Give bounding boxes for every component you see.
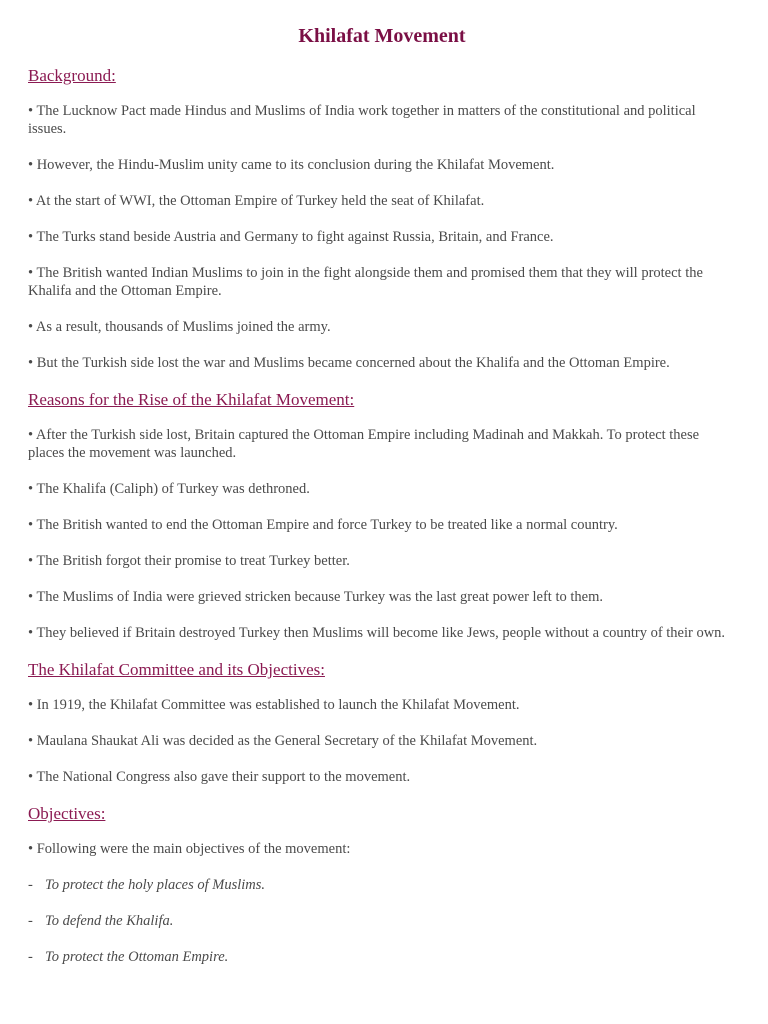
- section-committee: [28, 660, 736, 786]
- paragraph: • Maulana Shaukat Ali was decided as the General Secretary of the Khilafat Movement.: [28, 733, 538, 749]
- paragraph: • At the start of WWI, the Ottoman Empire of Turkey held the seat of Khilafat.: [28, 193, 485, 209]
- paragraph: • However, the Hindu-Muslim unity came to its conclusion during the Khilafat Movement.: [28, 157, 555, 173]
- paragraph: • The Khalifa (Caliph) of Turkey was dethroned.: [28, 481, 310, 497]
- section-heading-objectives: Objectives:: [28, 804, 106, 823]
- section-background: [28, 66, 736, 372]
- paragraph: • In 1919, the Khilafat Committee was established to launch the Khilafat Movement.: [28, 697, 520, 713]
- objective-item: [28, 912, 736, 930]
- paragraph: • The British wanted to end the Ottoman Empire and force Turkey to be treated like a normal country.: [28, 517, 618, 533]
- dash-marker: -: [28, 913, 33, 929]
- paragraph: • The National Congress also gave their support to the movement.: [28, 769, 411, 785]
- paragraph: • The Turks stand beside Austria and Germany to fight against Russia, Britain, and France.: [28, 229, 554, 245]
- objective-text: To protect the holy places of Muslims.: [45, 877, 266, 893]
- paragraph: • The Muslims of India were grieved stricken because Turkey was the last great power left to them.: [28, 589, 603, 605]
- paragraph: • The British forgot their promise to treat Turkey better.: [28, 553, 350, 569]
- paragraph: • They believed if Britain destroyed Turkey then Muslims will become like Jews, people without a country of their own.: [28, 625, 726, 641]
- objective-text: To defend the Khalifa.: [45, 913, 174, 929]
- section-heading-background: Background:: [28, 66, 116, 85]
- section-heading-reasons: Reasons for the Rise of the Khilafat Movement:: [28, 390, 355, 409]
- section-heading-committee: The Khilafat Committee and its Objectives:: [28, 660, 325, 679]
- paragraph: • As a result, thousands of Muslims joined the army.: [28, 319, 331, 335]
- objective-item: [28, 948, 736, 966]
- paragraph: • The British wanted Indian Muslims to join in the fight alongside them and promised them that they will protect the Khalifa and the Ottoman Empire.: [28, 265, 703, 299]
- paragraph: • Following were the main objectives of the movement:: [28, 841, 351, 857]
- objective-item: [28, 876, 736, 894]
- section-objectives: [28, 804, 736, 966]
- dash-marker: -: [28, 949, 33, 965]
- paragraph: • The Lucknow Pact made Hindus and Muslims of India work together in matters of the constitutional and political issues.: [28, 103, 696, 137]
- paragraph: • But the Turkish side lost the war and Muslims became concerned about the Khalifa and the Ottoman Empire.: [28, 355, 670, 371]
- document-title: Khilafat Movement: [298, 25, 466, 47]
- section-reasons: [28, 390, 736, 642]
- objective-text: To protect the Ottoman Empire.: [45, 949, 229, 965]
- dash-marker: -: [28, 877, 33, 893]
- paragraph: • After the Turkish side lost, Britain captured the Ottoman Empire including Madinah and Makkah. To protect these places the movement was launched.: [28, 427, 700, 461]
